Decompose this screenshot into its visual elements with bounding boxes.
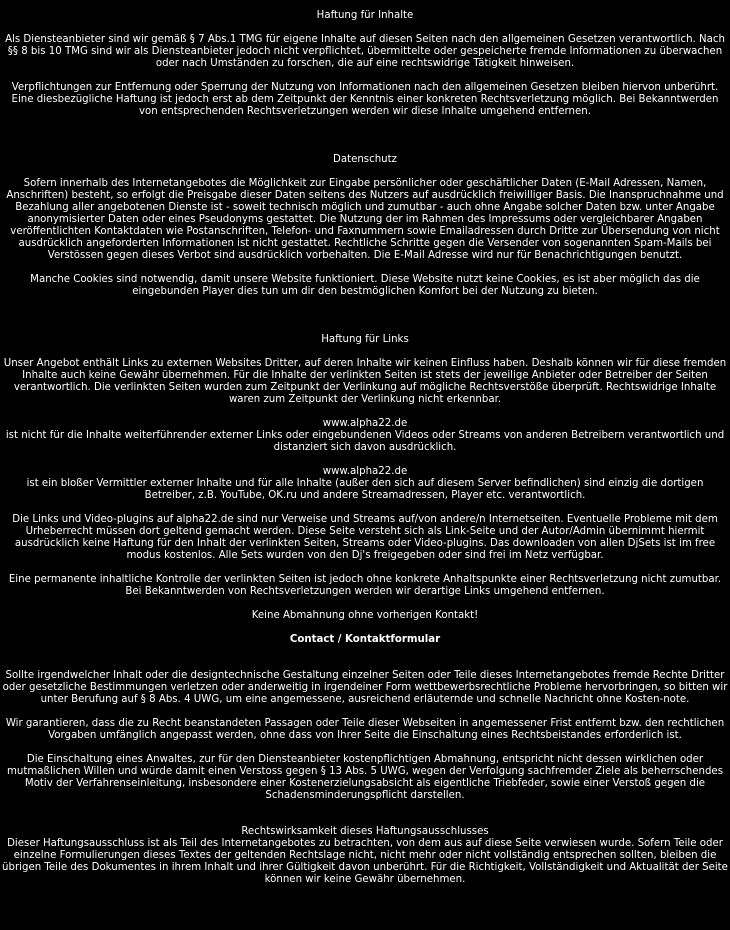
paragraph-haftung-links-3: ist ein bloßer Vermittler externer Inhalte und für alle Inhalte (außer den sich auf diesem Server befindlichen) sind einzig die dortigen Betreiber, z.B. YouTube, OK.ru und andere Streamadressen, Player etc. verantwortlich. <box>26 478 704 501</box>
paragraph-haftung-links-2: ist nicht für die Inhalte weiterführender externer Links oder eingebundenen Videos oder Streams von anderen Betreibern verantwortlich und distanziert sich davon ausdrücklich. <box>5 430 725 453</box>
paragraph-haftung-links-5: Eine permanente inhaltliche Kontrolle der verlinkten Seiten ist jedoch ohne konkrete Anhaltspunkte einer Rechtsverletzung nicht zumutbar. Bei Bekanntwerden von Rechtsverletzungen werden wir derartige Links umgehend entfernen. <box>8 574 722 597</box>
site-name-2: www.alpha22.de <box>322 466 408 477</box>
section-title-haftung-inhalte: Haftung für Inhalte <box>316 10 414 21</box>
site-name-1: www.alpha22.de <box>322 418 408 429</box>
section-title-datenschutz: Datenschutz <box>333 154 397 165</box>
paragraph-datenschutz-2: Manche Cookies sind notwendig, damit unsere Website funktioniert. Diese Website nutzt keine Cookies, es ist aber möglich das die eingebunden Player dies tun um dir den bestmöglichen Komfort bei der Nutzung zu bieten. <box>30 274 700 297</box>
paragraph-abmahnung-1: Sollte irgendwelcher Inhalt oder die designtechnische Gestaltung einzelner Seiten oder Teile dieses Internetangebotes fremde Rechte Dritter oder gesetzliche Bestimmungen verletzen oder anderweitig in irgendeiner Form wettbewerbsrechtliche Probleme hervorbringen, so bitten wir unter Berufung auf § 8 Abs. 4 UWG, um eine angemessene, ausreichend erläuternde und schnelle Nachricht ohne Kosten-note. <box>2 670 728 705</box>
paragraph-haftung-inhalte-2: Verpflichtungen zur Entfernung oder Sperrung der Nutzung von Informationen nach den allgemeinen Gesetzen bleiben hiervon unberührt. Eine diesbezügliche Haftung ist jedoch erst ab dem Zeitpunkt der Kenntnis einer konkreten Rechtsverletzung möglich. Bei Bekanntwerden von entsprechenden Rechtsverletzungen werden wir diese Inhalte umgehend entfernen. <box>11 82 719 117</box>
paragraph-abmahnung-2: Wir garantieren, dass die zu Recht beanstandeten Passagen oder Teile dieser Webseiten in angemessener Frist entfernt bzw. den rechtlichen Vorgaben umfänglich angepasst werden, ohne dass von Ihrer Seite die Einschaltung eines Rechtsbeistandes erforderlich ist. <box>5 718 725 741</box>
paragraph-haftung-links-1: Unser Angebot enthält Links zu externen Websites Dritter, auf deren Inhalte wir keinen Einfluss haben. Deshalb können wir für diese fremden Inhalte auch keine Gewähr übernehmen. Für die Inhalte der verlinkten Seiten ist stets der jeweilige Anbieter oder Betreiber der Seiten verantwortlich. Die verlinkten Seiten wurden zum Zeitpunkt der Verlinkung auf mögliche Rechtsverstöße überprüft. Rechtswidrige Inhalte waren zum Zeitpunkt der Verlinkung nicht erkennbar. <box>3 358 727 405</box>
paragraph-rechtswirksamkeit-1: Dieser Haftungsausschluss ist als Teil des Internetangebotes zu betrachten, von dem aus auf diese Seite verwiesen wurde. Sofern Teile oder einzelne Formulierungen dieses Textes der geltenden Rechtslage nicht, nicht mehr oder nicht vollständig entsprechen sollten, bleiben die übrigen Teile des Dokumentes in ihrem Inhalt und ihrer Gültigkeit davon unberührt. Für die Richtigkeit, Vollständigkeit und Aktualität der Seite können wir keine Gewähr übernehmen. <box>2 838 728 885</box>
section-title-rechtswirksamkeit: Rechtswirksamkeit dieses Haftungsausschlusses <box>241 826 489 837</box>
paragraph-datenschutz-1: Sofern innerhalb des Internetangebotes die Möglichkeit zur Eingabe persönlicher oder geschäftlicher Daten (E-Mail Adressen, Namen, Anschriften) besteht, so erfolgt die Preisgabe dieser Daten seitens des Nutzers auf ausdrücklich freiwilliger Basis. Die Inanspruchnahme und Bezahlung aller angebotenen Dienste ist - soweit technisch möglich und zumutbar - auch ohne Angabe solcher Daten bzw. unter Angabe anonymisierter Daten oder eines Pseudonyms gestattet. Die Nutzung der im Rahmen des Impressums oder vergleichbarer Angaben veröffentlichten Kontaktdaten wie Postanschriften, Telefon- und Faxnummern sowie Emailadressen durch Dritte zur Übersendung von nicht ausdrücklich angeforderten Informationen ist nicht gestattet. Rechtliche Schritte gegen die Versender von sogenannten Spam-Mails bei Verstössen gegen dieses Verbot sind ausdrücklich vorbehalten. Die E-Mail Adresse wird nur für Benachrichtigungen benutzt. <box>6 178 724 261</box>
section-title-haftung-links: Haftung für Links <box>321 334 409 345</box>
no-warning-notice: Keine Abmahnung ohne vorherigen Kontakt! <box>251 610 479 621</box>
paragraph-haftung-links-4: Die Links und Video-plugins auf alpha22.de sind nur Verweise und Streams auf/von andere/n Internetseiten. Eventuelle Probleme mit dem Urheberrecht müssen dort geltend gemacht werden. Diese Seite versteht sich als Link-Seite und der Autor/Admin übernimmt hiermit ausdrücklich keine Haftung für den Inhalt der verlinkten Seiten, Streams oder Video-plugins. Das downloaden von allen DjSets ist im free modus kostenlos. Alle Sets wurden von den Dj's freigegeben oder sind frei im Netz verfügbar. <box>12 514 718 561</box>
paragraph-haftung-inhalte-1: Als Diensteanbieter sind wir gemäß § 7 Abs.1 TMG für eigene Inhalte auf diesen Seiten nach den allgemeinen Gesetzen verantwortlich. Nach §§ 8 bis 10 TMG sind wir als Diensteanbieter jedoch nicht verpflichtet, übermittelte oder gespeicherte fremde Informationen zu überwachen oder nach Umständen zu forschen, die auf eine rechtswidrige Tätigkeit hinweisen. <box>5 34 725 69</box>
paragraph-abmahnung-3: Die Einschaltung eines Anwaltes, zur für den Diensteanbieter kostenpflichtigen Abmahnung, entspricht nicht dessen wirklichen oder mutmaßlichen Willen und würde damit einen Verstoss gegen § 13 Abs. 5 UWG, wegen der Verfolgung sachfremder Ziele als beherrschendes Motiv der Verfahrenseinleitung, insbesondere einer Kostenerzielungsabsicht als eigentliche Triebfeder, sowie einer Verstoß gegen die Schadensminderungspflicht darstellen. <box>7 754 723 801</box>
contact-form-link[interactable]: Contact / Kontaktformular <box>289 634 441 645</box>
